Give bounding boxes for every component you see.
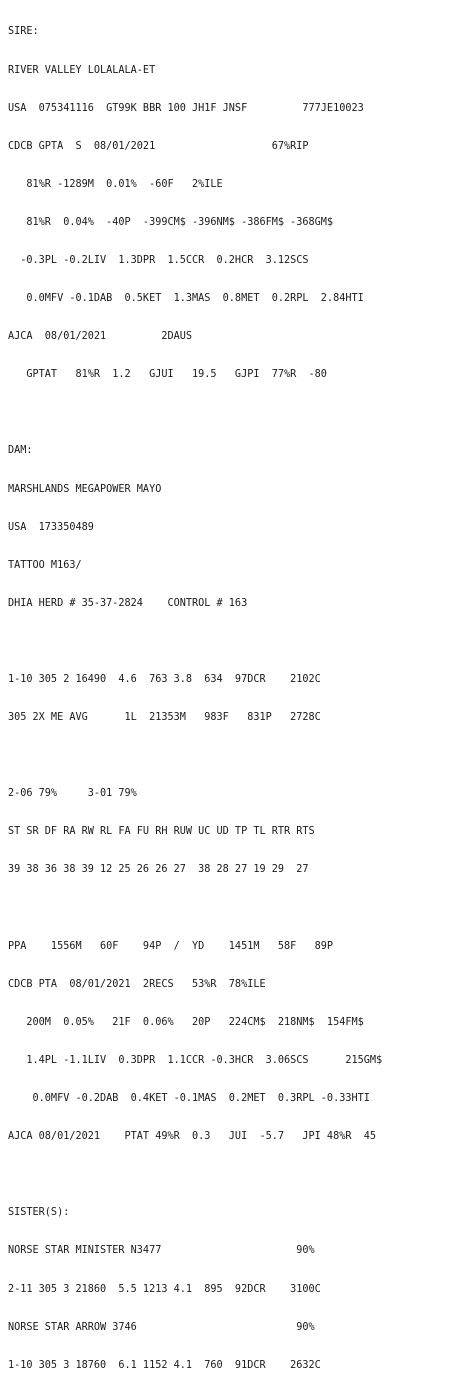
dam-health-traits-line: 1.4PL -1.1LIV 0.3DPR 1.1CCR -0.3HCR 3.06SCS 215GM$ xyxy=(8,1054,383,1066)
sire-name: RIVER VALLEY LOLALALA-ET xyxy=(8,64,156,76)
dam-classification-scores: 2-06 79% 3-01 79% xyxy=(8,788,137,800)
sister-1-name: NORSE STAR MINISTER N3477 90% xyxy=(8,1245,315,1257)
dam-heading: DAM: xyxy=(8,445,33,457)
blank-line xyxy=(8,407,382,420)
dam-ppa-line: PPA 1556M 60F 94P / YD 1451M 58F 89P xyxy=(8,940,334,952)
sire-registration-line: USA 075341116 GT99K BBR 100 JH1F JNSF 777JE10023 xyxy=(8,102,364,114)
blank-line xyxy=(8,750,382,763)
sire-production-line: 81%R -1289M 0.01% -60F 2%ILE xyxy=(8,178,223,190)
sire-gptat-line: GPTAT 81%R 1.2 GJUI 19.5 GJPI 77%R -80 xyxy=(8,369,327,381)
linear-trait-values: 39 38 36 38 39 12 25 26 26 27 38 28 27 19 29 27 xyxy=(8,864,309,876)
dam-wellness-traits-line: 0.0MFV -0.2DAB 0.4KET -0.1MAS 0.2MET 0.3RPL -0.33HTI xyxy=(8,1093,370,1105)
blank-line xyxy=(8,636,382,649)
sister-1-record: 2-11 305 3 21860 5.5 1213 4.1 895 92DCR 3100C xyxy=(8,1283,321,1295)
dam-cdcb-pta-line: CDCB PTA 08/01/2021 2RECS 53%R 78%ILE xyxy=(8,978,266,990)
sire-economic-index-line: 81%R 0.04% -40P -399CM$ -396NM$ -386FM$ -368GM$ xyxy=(8,216,334,228)
dam-registration-line: USA 173350489 xyxy=(8,521,94,533)
dam-me-average: 305 2X ME AVG 1L 21353M 983F 831P 2728C xyxy=(8,712,321,724)
sire-wellness-traits-line: 0.0MFV -0.1DAB 0.5KET 1.3MAS 0.8MET 0.2RPL 2.84HTI xyxy=(8,293,364,305)
dam-ajca-line: AJCA 08/01/2021 PTAT 49%R 0.3 JUI -5.7 JPI 48%R 45 xyxy=(8,1131,377,1143)
sister-2-record: 1-10 305 3 18760 6.1 1152 4.1 760 91DCR 2632C xyxy=(8,1359,321,1371)
pedigree-document xyxy=(8,1,382,1385)
sister-2-name: NORSE STAR ARROW 3746 90% xyxy=(8,1321,315,1333)
dam-lactation-record: 1-10 305 2 16490 4.6 763 3.8 634 97DCR 2102C xyxy=(8,674,321,685)
sire-cdcb-gpta-line: CDCB GPTA S 08/01/2021 67%RIP xyxy=(8,140,309,152)
dam-herd-control-line: DHIA HERD # 35-37-2824 CONTROL # 163 xyxy=(8,597,248,609)
dam-production-line: 200M 0.05% 21F 0.06% 20P 224CM$ 218NM$ 154FM$ xyxy=(8,1016,364,1028)
linear-trait-headers: ST SR DF RA RW RL FA FU RH RUW UC UD TP TL RTR RTS xyxy=(8,826,315,838)
dam-tattoo-line: TATTOO M163/ xyxy=(8,559,82,571)
sire-health-traits-line: -0.3PL -0.2LIV 1.3DPR 1.5CCR 0.2HCR 3.12SCS xyxy=(8,254,309,266)
blank-line xyxy=(8,1169,382,1182)
blank-line xyxy=(8,903,382,916)
sire-heading: SIRE: xyxy=(8,26,39,38)
sire-ajca-line: AJCA 08/01/2021 2DAUS xyxy=(8,331,193,343)
sisters-heading: SISTER(S): xyxy=(8,1207,70,1219)
dam-name: MARSHLANDS MEGAPOWER MAYO xyxy=(8,483,162,495)
